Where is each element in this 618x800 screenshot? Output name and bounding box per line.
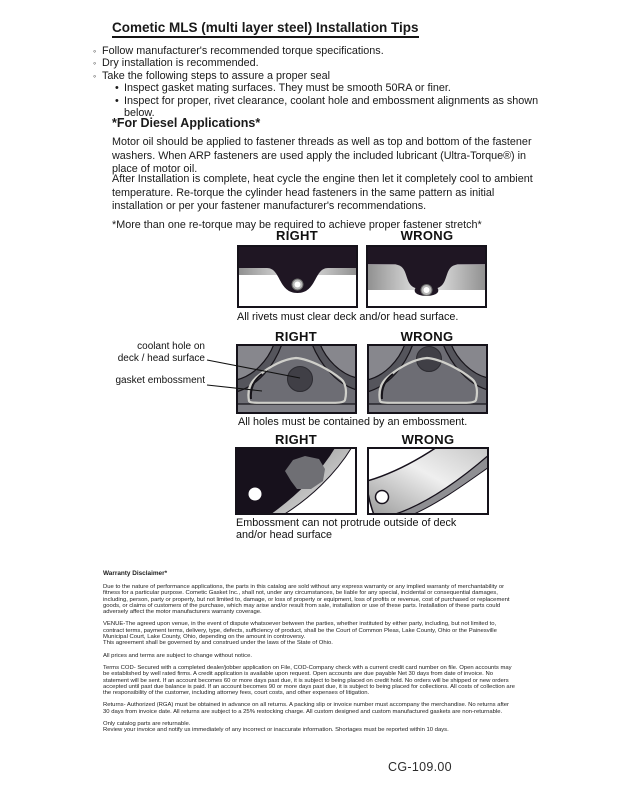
gasket-embossment-annotation: gasket embossment	[115, 375, 205, 386]
protrusion-right-illustration	[235, 447, 357, 515]
fig1-caption: All rivets must clear deck and/or head surface.	[237, 311, 459, 323]
disclaimer-paragraph: Terms COD- Secured with a completed dealer/jobber application on File, COD-Company check with a current credit card number on file. Open accounts may be established by well rated firms. A credit application is available upon request. Open accounts are due payable Net 30 days from date of invoice. No statement will be sent. If an account becomes 60 or more days past due, it is subject to being placed on credit hold. No orders will be shipped or new orders accepted until past due balance is paid. If an account becomes 90 or more days past due, it is subject to being placed for collections. All costs of collection are the responsibility of the customer, including attorney fees, court costs, and other expenses of litigation.	[103, 664, 515, 697]
rivet-clearance-right-illustration	[237, 245, 358, 308]
fig3-right-label: RIGHT	[275, 432, 317, 447]
disclaimer-paragraph: Only catalog parts are returnable.	[103, 721, 191, 728]
fig2-caption: All holes must be contained by an embossment.	[238, 416, 468, 428]
bullet-text: Follow manufacturer's recommended torque specifications.	[102, 45, 384, 57]
bullet-text: Take the following steps to assure a proper seal	[102, 69, 331, 82]
fig1-right-label: RIGHT	[276, 228, 318, 243]
fig1-right-diagram	[237, 245, 358, 308]
bullet-text: Dry installation is recommended.	[102, 57, 259, 70]
disclaimer-heading: Warranty Disclaimer*	[103, 570, 168, 577]
fig3-right-diagram	[235, 447, 357, 515]
disclaimer-paragraph: Review your invoice and notify us immediately of any incorrect or inaccurate information. Shortages must be reported within 10 days.	[103, 727, 449, 734]
disclaimer-paragraph: All prices and terms are subject to change without notice.	[103, 652, 252, 659]
disclaimer-paragraph: VENUE-The agreed upon venue, in the event of dispute whatsoever between the parties, whether instituted by either party, including, but not limited to, contract terms, payment terms, delivery, type, defects, sufficiency of product, shall be the Court of Common Pleas, Lake County, Ohio or the Painesville Municipal Court, Lake County, Ohio, depending on the amount in controversy.	[103, 621, 497, 641]
bullet-item	[115, 82, 543, 94]
coolant-hole-annotation: coolant hole on deck / head surface	[117, 341, 205, 364]
fig2-right-label: RIGHT	[275, 329, 317, 344]
bullet-item	[93, 57, 543, 69]
diesel-paragraph-1: Motor oil should be applied to fastener threads as well as top and bottom of the fastener washers. When ARP fasteners are used apply the included lubricant (Ultra-Torque®) in place of motor oil.	[112, 136, 532, 175]
fig2-wrong-label: WRONG	[400, 329, 454, 344]
fig3-caption: Embossment can not protrude outside of deck and/or head surface	[236, 517, 457, 541]
protrusion-wrong-illustration	[367, 447, 489, 515]
bullet-item	[93, 45, 543, 57]
disclaimer-paragraph: Due to the nature of performance applications, the parts in this catalog are sold without any express warranty or any implied warranty of merchantability or fitness for a particular purpose. Cometic Gasket Inc., shall not, under any circumstances, be liable for any special, incidental or consequential damages, including, person, party or property, but not limited to, damage, or loss of property or equipment, loss of profits or revenue, cost of purchased or replacement goods, or claims of customers of the purchase, which may arise and/or result from sale, installation or use of these parts. Installation of these parts could adversely affect the motor manufacturers warranty coverage.	[103, 584, 510, 616]
bullet-marker: ◦	[93, 58, 97, 69]
fig3-wrong-label: WRONG	[401, 432, 455, 447]
disclaimer-paragraph: Returns- Authorized (RGA) must be obtained in advance on all returns. A packing slip or invoice number must accompany the merchandise. No returns after 30 days from invoice date. All returns are subject to a 25% restocking charge. All custom designed and custom manufactured gaskets are non-returnable.	[103, 702, 510, 715]
diesel-section-heading: *For Diesel Applications*	[112, 116, 261, 130]
bullet-marker: •	[115, 94, 119, 107]
warranty-disclaimer	[103, 570, 517, 740]
fig1-wrong-label: WRONG	[400, 228, 454, 243]
retorque-note: *More than one re-torque may be required to achieve proper fastener stretch*	[112, 219, 482, 231]
disclaimer-paragraph: This agreement shall be governed by and construed under the laws of the State of Ohio.	[103, 640, 333, 647]
bullet-marker: •	[115, 82, 119, 95]
bullet-marker: ◦	[93, 70, 97, 81]
fig1-wrong-diagram	[366, 245, 487, 308]
bullet-text: Inspect for proper, rivet clearance, coolant hole and embossment alignments as shown below.	[124, 94, 539, 120]
annotation-leader-lines	[100, 336, 500, 420]
diesel-paragraph-2: After Installation is complete, heat cycle the engine then let it completely cool to ambient temperature. Re-torque the cylinder head fasteners in the same pattern as initial installation or per your fastener manufacturer's recommendations.	[112, 173, 533, 212]
rivet-clearance-wrong-illustration	[366, 245, 487, 308]
bullet-marker: ◦	[93, 46, 97, 56]
tips-bullet-list	[93, 45, 543, 119]
document-number: CG-109.00	[388, 760, 452, 774]
fig3-wrong-diagram	[367, 447, 489, 515]
bullet-text: Inspect gasket mating surfaces. They must be smooth 50RA or finer.	[124, 82, 451, 95]
bullet-item	[93, 70, 543, 82]
page-title: Cometic MLS (multi layer steel) Installation Tips	[112, 20, 419, 38]
